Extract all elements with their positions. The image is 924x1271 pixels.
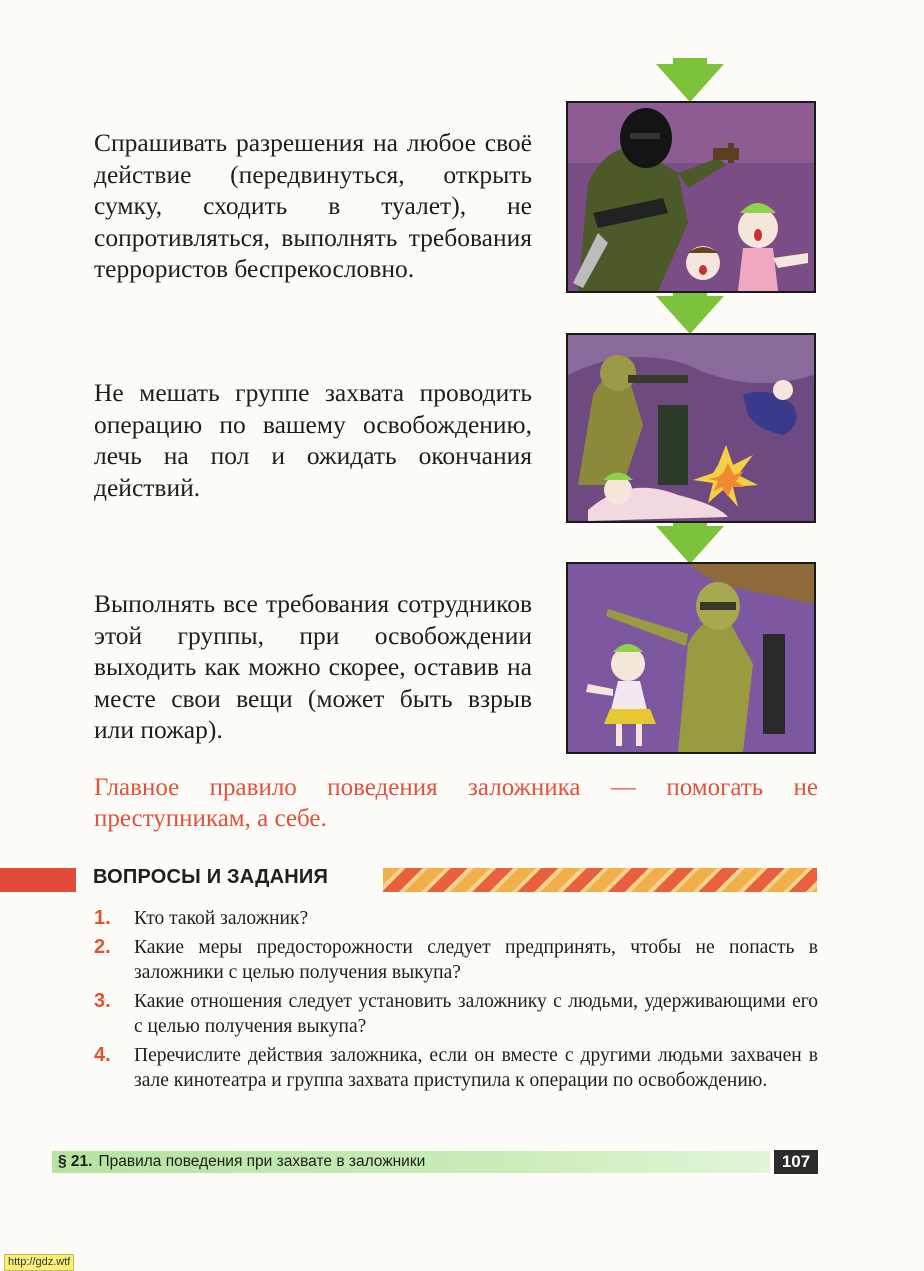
illustration-assault-team bbox=[566, 333, 816, 523]
footer-section-title bbox=[58, 1151, 425, 1173]
arrow-down-icon bbox=[656, 64, 724, 102]
question-text: Какие меры предосторожности следует предпринять, чтобы не попасть в заложники с целью получения выкупа? bbox=[134, 937, 818, 983]
question-number: 4. bbox=[94, 1044, 111, 1066]
section-number: § 21. bbox=[58, 1153, 93, 1170]
question-number: 3. bbox=[94, 990, 111, 1012]
question-number: 1. bbox=[94, 907, 111, 929]
question-text: Какие отношения следует установить заложнику с людьми, удерживающими его с целью получения выкупа? bbox=[134, 991, 818, 1037]
question-item bbox=[94, 1043, 818, 1093]
question-text: Кто такой заложник? bbox=[134, 908, 309, 929]
watermark-link[interactable]: http://gdz.wtf bbox=[4, 1254, 74, 1271]
illustration-terrorist bbox=[566, 101, 816, 293]
decorative-stripes bbox=[383, 868, 817, 892]
arrow-down-icon bbox=[656, 526, 724, 564]
question-item bbox=[94, 906, 818, 931]
instruction-paragraph-3: Выполнять все требования сотрудников этой группы, при освобождении выходить как можно скорее, оставив на месте свои вещи (может быть взрыв или пожар). bbox=[94, 589, 532, 744]
question-item bbox=[94, 935, 818, 985]
question-text: Перечислите действия заложника, если он вместе с другими людьми захвачен в зале кинотеатра и группа захвата приступила к операции по освобождению. bbox=[134, 1045, 818, 1091]
section-marker-bar bbox=[0, 868, 76, 892]
instruction-paragraph-2: Не мешать группе захвата проводить операцию по вашему освобождению, лечь на пол и ожидать окончания действий. bbox=[94, 378, 532, 502]
instruction-paragraph-1: Спрашивать разрешения на любое своё действие (передвинуться, открыть сумку, сходить в туалет), не сопротивляться, выполнять требования террористов беспрекословно. bbox=[94, 128, 532, 283]
section-title: Правила поведения при захвате в заложники bbox=[98, 1153, 426, 1170]
question-item bbox=[94, 989, 818, 1039]
question-number: 2. bbox=[94, 936, 111, 958]
main-rule-text: Главное правило поведения заложника — помогать не преступникам, а себе. bbox=[94, 774, 818, 832]
questions-list bbox=[94, 906, 818, 1097]
questions-title: ВОПРОСЫ И ЗАДАНИЯ bbox=[93, 866, 329, 888]
page-number: 107 bbox=[774, 1150, 818, 1174]
illustration-rescue bbox=[566, 562, 816, 754]
arrow-down-icon bbox=[656, 296, 724, 334]
